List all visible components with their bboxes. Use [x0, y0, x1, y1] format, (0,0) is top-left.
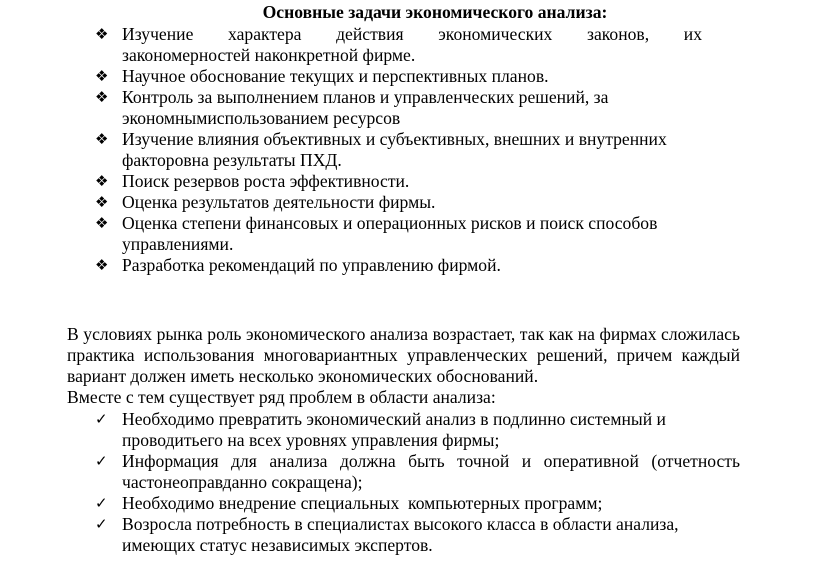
list-item [95, 171, 702, 192]
body-paragraph [67, 324, 740, 408]
list-item [95, 451, 740, 493]
paragraph-intro: Вместе с тем существует ряд проблем в области анализа: [67, 387, 496, 407]
task-line: Разработка рекомендаций по управлению фирмой. [122, 255, 501, 275]
task-line: Поиск резервов роста эффективности. [122, 171, 410, 191]
list-item [95, 24, 702, 66]
problem-line: частонеоправданно сокращена); [122, 472, 363, 492]
problem-line: Необходимо превратить экономический анализ в подлинно системный и [122, 409, 666, 429]
paragraph-text: В условиях рынка роль экономического анализа возрастает, так как на фирмах сложилась практика использования многовариантных управленческих решений, причем каждый вариант должен иметь несколько экономических обоснований. [67, 324, 740, 386]
diamond-bullet-icon: ❖ [95, 193, 109, 211]
list-item [95, 87, 702, 129]
task-line: закономерностей наконкретной фирме. [122, 45, 416, 65]
diamond-bullet-icon: ❖ [95, 214, 109, 232]
list-item [95, 129, 702, 171]
checkmark-bullet-icon: ✓ [95, 410, 108, 428]
diamond-bullet-icon: ❖ [95, 67, 109, 85]
list-item [95, 66, 702, 87]
diamond-bullet-icon: ❖ [95, 172, 109, 190]
task-line: Оценка результатов деятельности фирмы. [122, 192, 436, 212]
problem-line: проводитьего на всех уровнях управления фирмы; [122, 430, 500, 450]
list-item [95, 192, 702, 213]
task-line: экономнымиспользованием ресурсов [122, 108, 401, 128]
problems-list [95, 409, 740, 556]
tasks-list [95, 24, 702, 276]
checkmark-bullet-icon: ✓ [95, 452, 108, 470]
list-item [95, 514, 740, 556]
task-line: Контроль за выполнением планов и управленческих решений, за [122, 87, 609, 107]
list-item [95, 493, 740, 514]
list-item [95, 213, 702, 255]
diamond-bullet-icon: ❖ [95, 130, 109, 148]
task-line: Оценка степени финансовых и операционных рисков и поиск способов [122, 213, 658, 233]
diamond-bullet-icon: ❖ [95, 256, 109, 274]
task-line: Изучение характера действия экономических законов, их [122, 24, 702, 44]
diamond-bullet-icon: ❖ [95, 88, 109, 106]
list-item [95, 409, 740, 451]
checkmark-bullet-icon: ✓ [95, 494, 108, 512]
list-item [95, 255, 702, 276]
problem-line: имеющих статус независимых экспертов. [122, 535, 433, 555]
problem-line: Возросла потребность в специалистах высокого класса в области анализа, [122, 514, 679, 534]
checkmark-bullet-icon: ✓ [95, 515, 108, 533]
page-title: Основные задачи экономического анализа: [262, 2, 608, 22]
diamond-bullet-icon: ❖ [95, 25, 109, 43]
task-line: управлениями. [122, 234, 234, 254]
task-line: факторовна результаты ПХД. [122, 150, 342, 170]
problem-line: Необходимо внедрение специальных компьютерных программ; [122, 493, 603, 513]
task-line: Изучение влияния объективных и субъективных, внешних и внутренних [122, 129, 667, 149]
task-line: Научное обоснование текущих и перспективных планов. [122, 66, 549, 86]
problem-line: Информация для анализа должна быть точной и оперативной (отчетность [122, 451, 740, 471]
